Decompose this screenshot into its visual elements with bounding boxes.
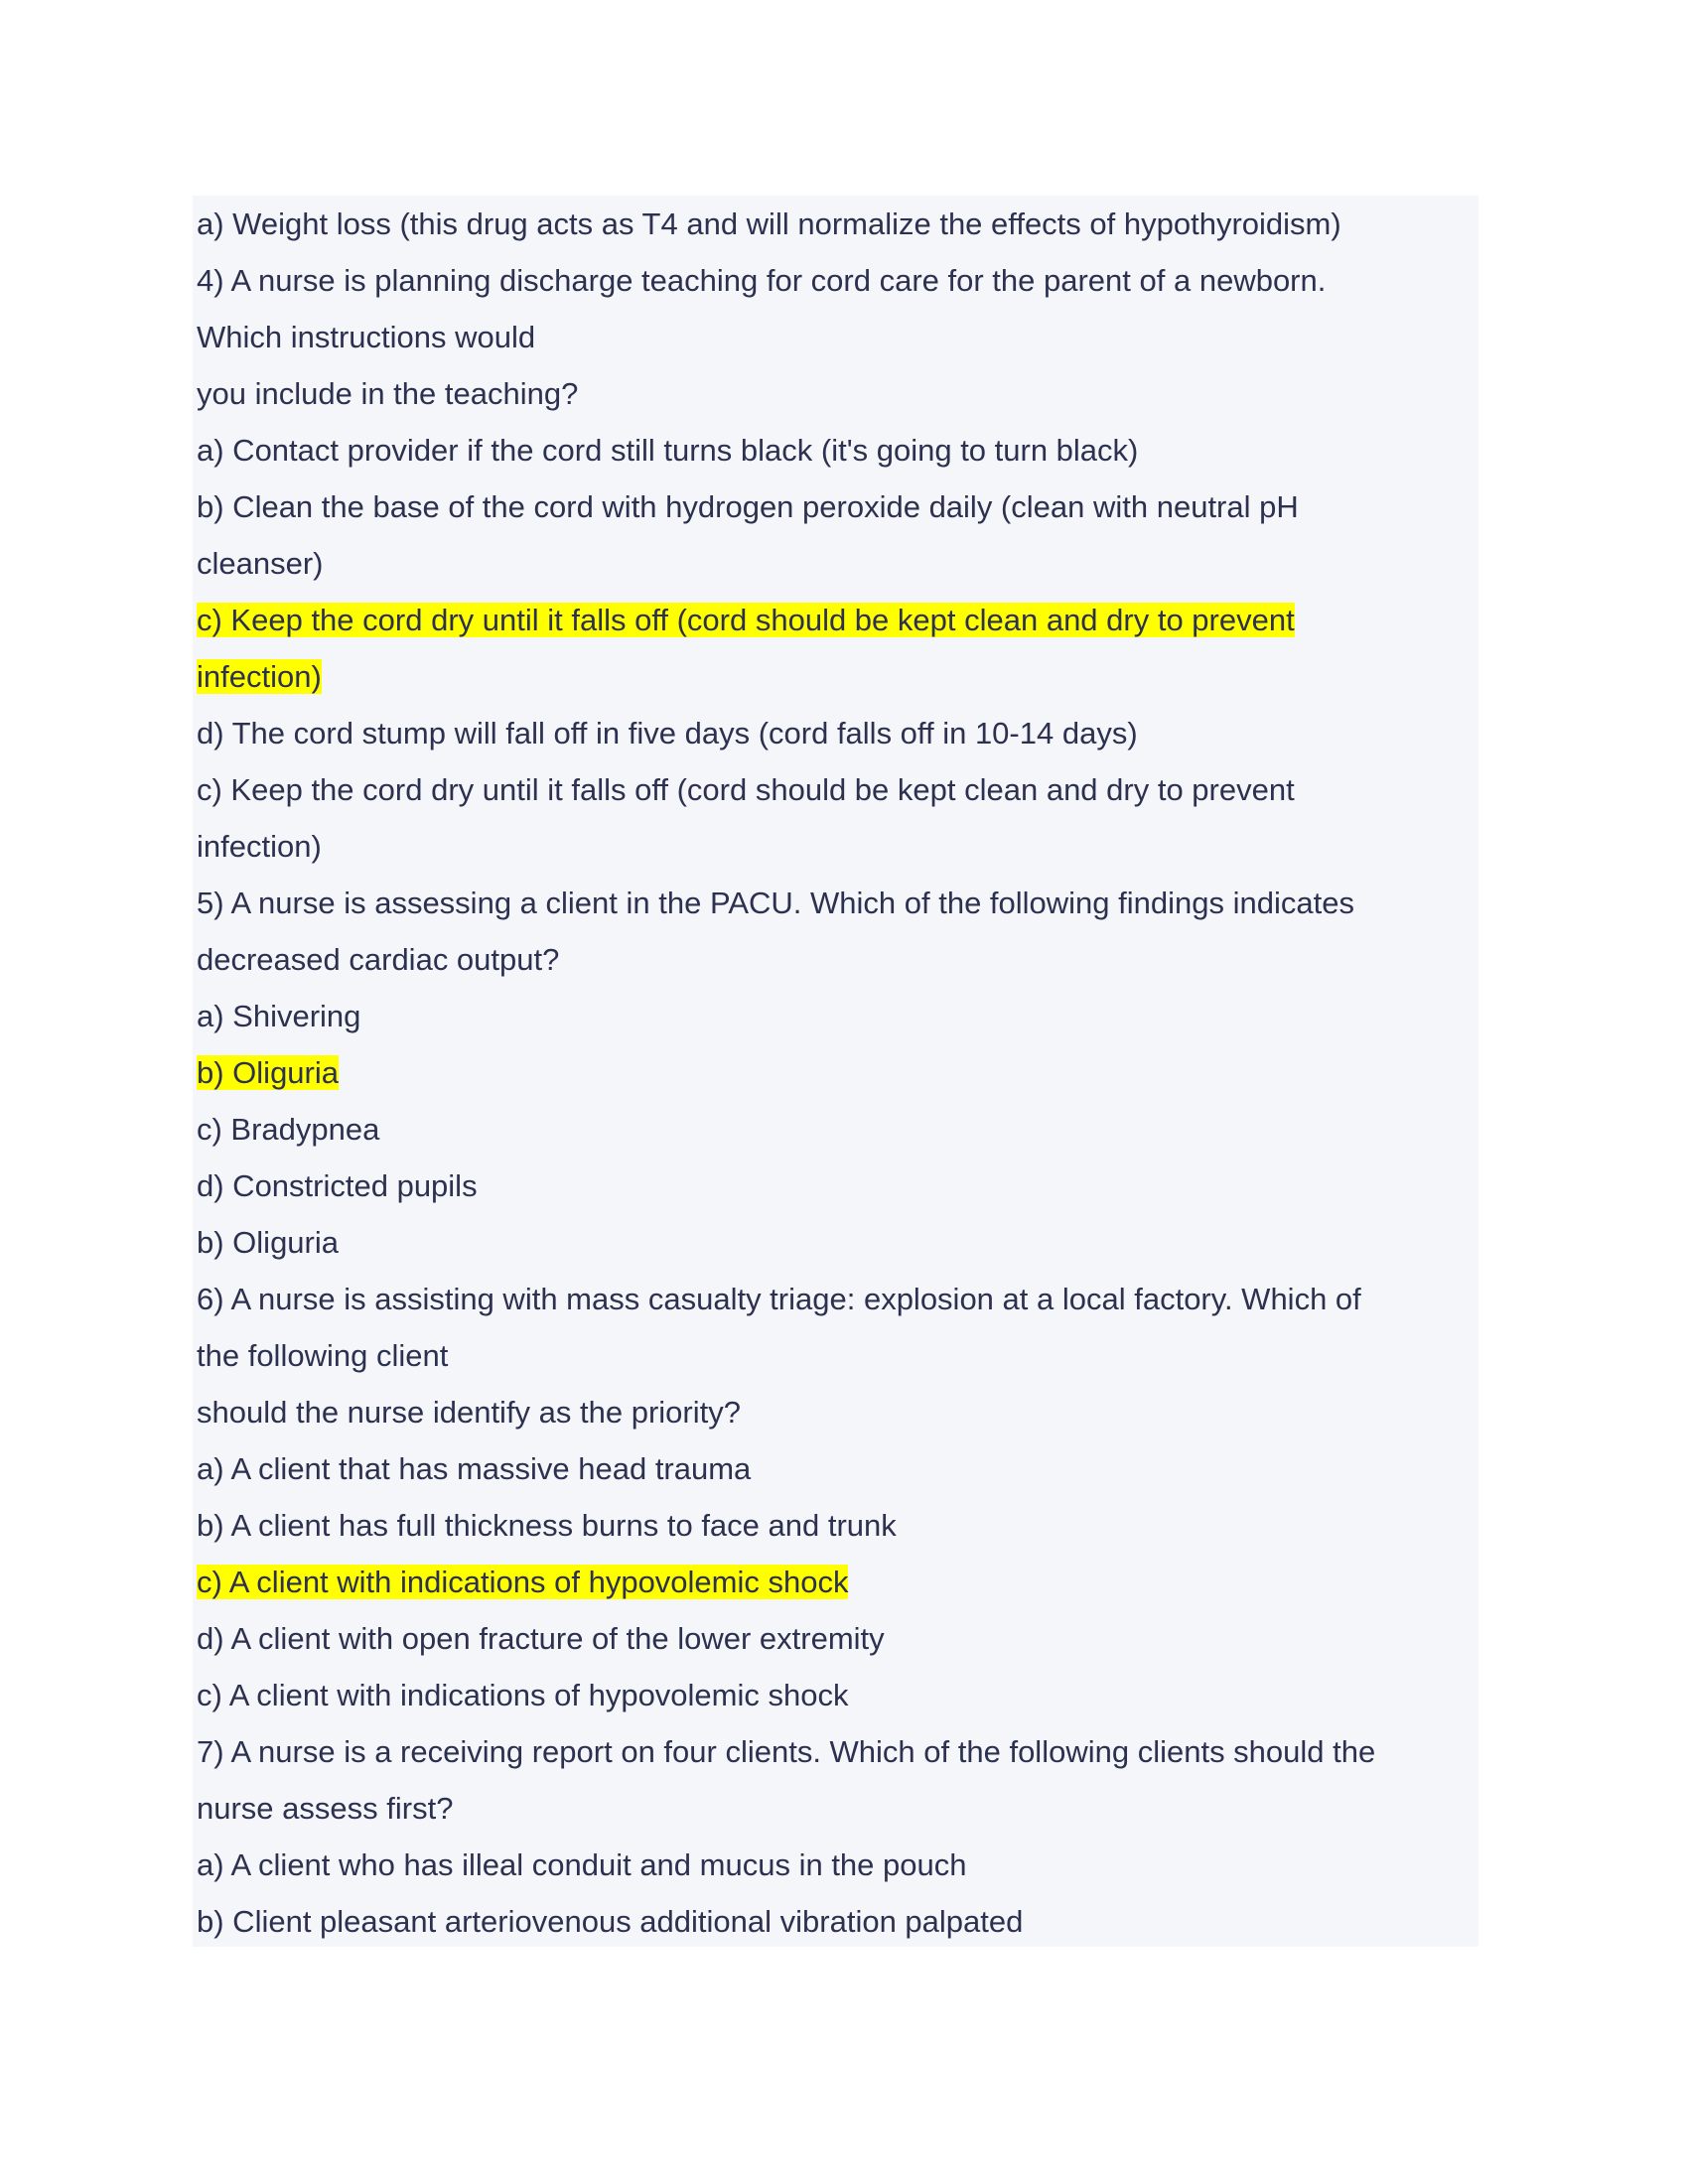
line-text: 5) A nurse is assessing a client in the PACU. Which of the following findings indicates — [197, 886, 1354, 920]
text-line — [193, 1440, 1478, 1497]
text-line — [193, 365, 1478, 422]
line-text: d) A client with open fracture of the lower extremity — [197, 1621, 885, 1656]
text-line — [193, 309, 1478, 365]
text-line — [193, 1044, 1478, 1101]
highlighted-answer: c) Keep the cord dry until it falls off (cord should be kept clean and dry to prevent — [197, 603, 1295, 637]
line-text: infection) — [197, 829, 322, 864]
text-line — [193, 705, 1478, 761]
text-line — [193, 1667, 1478, 1723]
line-text: nurse assess first? — [197, 1791, 454, 1826]
text-line — [193, 196, 1478, 252]
line-text: a) Weight loss (this drug acts as T4 and will normalize the effects of hypothyroidism) — [197, 206, 1341, 241]
line-text: d) Constricted pupils — [197, 1168, 478, 1203]
text-line — [193, 988, 1478, 1044]
text-line — [193, 1723, 1478, 1780]
line-text: c) Keep the cord dry until it falls off (cord should be kept clean and dry to prevent — [197, 772, 1295, 807]
text-line — [193, 1837, 1478, 1893]
text-line — [193, 422, 1478, 478]
text-line — [193, 592, 1478, 648]
text-line — [193, 1158, 1478, 1214]
line-text: b) A client has full thickness burns to face and trunk — [197, 1508, 897, 1543]
highlighted-answer: infection) — [197, 659, 322, 694]
highlighted-answer: b) Oliguria — [197, 1055, 339, 1090]
line-text: b) Client pleasant arteriovenous additional vibration palpated — [197, 1904, 1024, 1939]
line-text: decreased cardiac output? — [197, 942, 560, 977]
line-text: should the nurse identify as the priority? — [197, 1395, 741, 1430]
text-line — [193, 1384, 1478, 1440]
line-text: cleanser) — [197, 546, 324, 581]
text-line — [193, 761, 1478, 818]
line-text: a) A client that has massive head trauma — [197, 1451, 752, 1486]
document-text-panel — [193, 196, 1478, 1947]
line-text: 4) A nurse is planning discharge teaching for cord care for the parent of a newborn. — [197, 263, 1327, 298]
text-line — [193, 1554, 1478, 1610]
text-line — [193, 1101, 1478, 1158]
text-line — [193, 1271, 1478, 1327]
line-text: you include in the teaching? — [197, 376, 579, 411]
text-line — [193, 252, 1478, 309]
line-text: b) Oliguria — [197, 1225, 339, 1260]
text-line — [193, 1610, 1478, 1667]
text-line — [193, 1214, 1478, 1271]
text-line — [193, 931, 1478, 988]
text-line — [193, 818, 1478, 875]
highlighted-answer: c) A client with indications of hypovolemic shock — [197, 1565, 849, 1599]
line-text: a) Contact provider if the cord still turns black (it's going to turn black) — [197, 433, 1139, 468]
line-text: a) A client who has illeal conduit and mucus in the pouch — [197, 1847, 967, 1882]
text-line — [193, 535, 1478, 592]
text-line — [193, 1497, 1478, 1554]
line-text: d) The cord stump will fall off in five days (cord falls off in 10-14 days) — [197, 716, 1138, 751]
text-line — [193, 648, 1478, 705]
line-text: c) Bradypnea — [197, 1112, 380, 1147]
line-text: 7) A nurse is a receiving report on four clients. Which of the following clients should the — [197, 1734, 1376, 1769]
text-line — [193, 478, 1478, 535]
line-text: Which instructions would — [197, 320, 536, 354]
text-line — [193, 875, 1478, 931]
text-line — [193, 1893, 1478, 1950]
line-text: 6) A nurse is assisting with mass casualty triage: explosion at a local factory. Which of — [197, 1282, 1361, 1316]
line-text: c) A client with indications of hypovolemic shock — [197, 1678, 849, 1712]
line-text: b) Clean the base of the cord with hydrogen peroxide daily (clean with neutral pH — [197, 489, 1299, 524]
text-line — [193, 1327, 1478, 1384]
text-line — [193, 1780, 1478, 1837]
line-text: a) Shivering — [197, 999, 361, 1033]
line-text: the following client — [197, 1338, 449, 1373]
